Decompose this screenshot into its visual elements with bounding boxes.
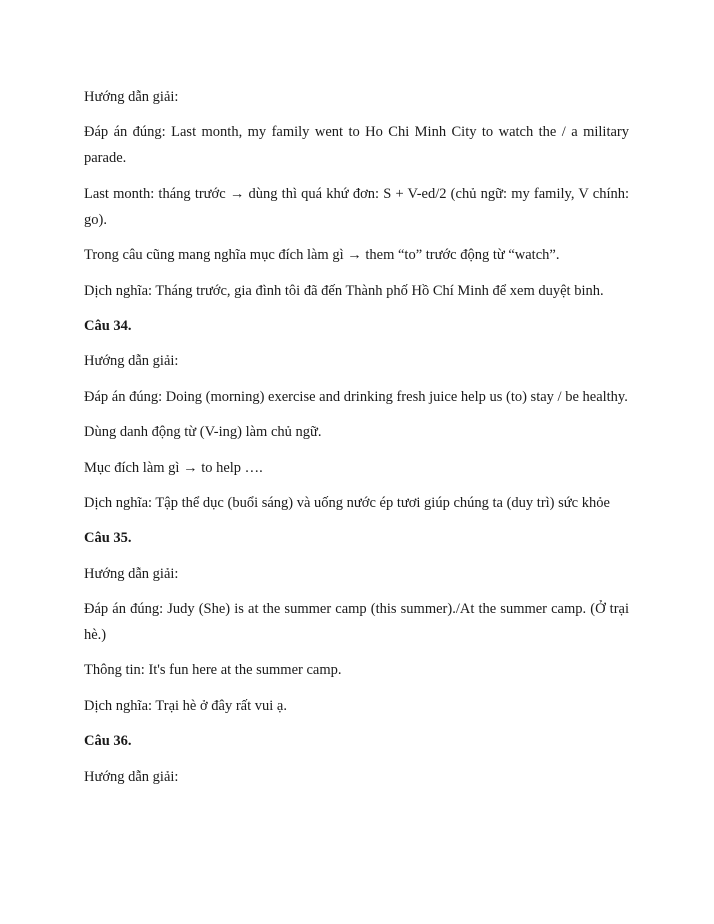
- translation-text: Dịch nghĩa: Tháng trước, gia đình tôi đã đến Thành phố Hồ Chí Minh để xem duyệt binh.: [84, 282, 604, 299]
- explanation-text: Last month: tháng trước → dùng thì quá khứ đơn: S + V-ed/2 (chủ ngữ: my family, V chính: go).: [84, 185, 629, 228]
- solution-heading: Hướng dẫn giải:: [84, 353, 179, 370]
- answer-text: Đáp án đúng: Judy (She) is at the summer camp (this summer)./At the summer camp. (Ở trại hè.): [84, 601, 629, 644]
- question-heading: Câu 36.: [84, 733, 132, 750]
- explanation-text: Dùng danh động từ (V-ing) làm chủ ngữ.: [84, 424, 322, 441]
- answer-text: Đáp án đúng: Doing (morning) exercise and drinking fresh juice help us (to) stay / be healthy.: [84, 388, 628, 405]
- answer-text: Đáp án đúng: Last month, my family went to Ho Chi Minh City to watch the / a military parade.: [84, 124, 629, 167]
- translation-text: Dịch nghĩa: Trại hè ở đây rất vui ạ.: [84, 697, 287, 714]
- question-heading: Câu 35.: [84, 530, 132, 547]
- info-text: Thông tin: It's fun here at the summer camp.: [84, 662, 342, 679]
- solution-heading: Hướng dẫn giải:: [84, 768, 179, 785]
- solution-heading: Hướng dẫn giải:: [84, 565, 179, 582]
- explanation-text: Mục đích làm gì → to help ….: [84, 459, 263, 476]
- question-heading: Câu 34.: [84, 317, 132, 334]
- document-body: [84, 84, 629, 799]
- translation-text: Dịch nghĩa: Tập thể dục (buổi sáng) và uống nước ép tươi giúp chúng ta (duy trì) sức khỏe: [84, 494, 610, 511]
- solution-heading: Hướng dẫn giải:: [84, 89, 179, 105]
- explanation-text: Trong câu cũng mang nghĩa mục đích làm gì → them “to” trước động từ “watch”.: [84, 247, 560, 264]
